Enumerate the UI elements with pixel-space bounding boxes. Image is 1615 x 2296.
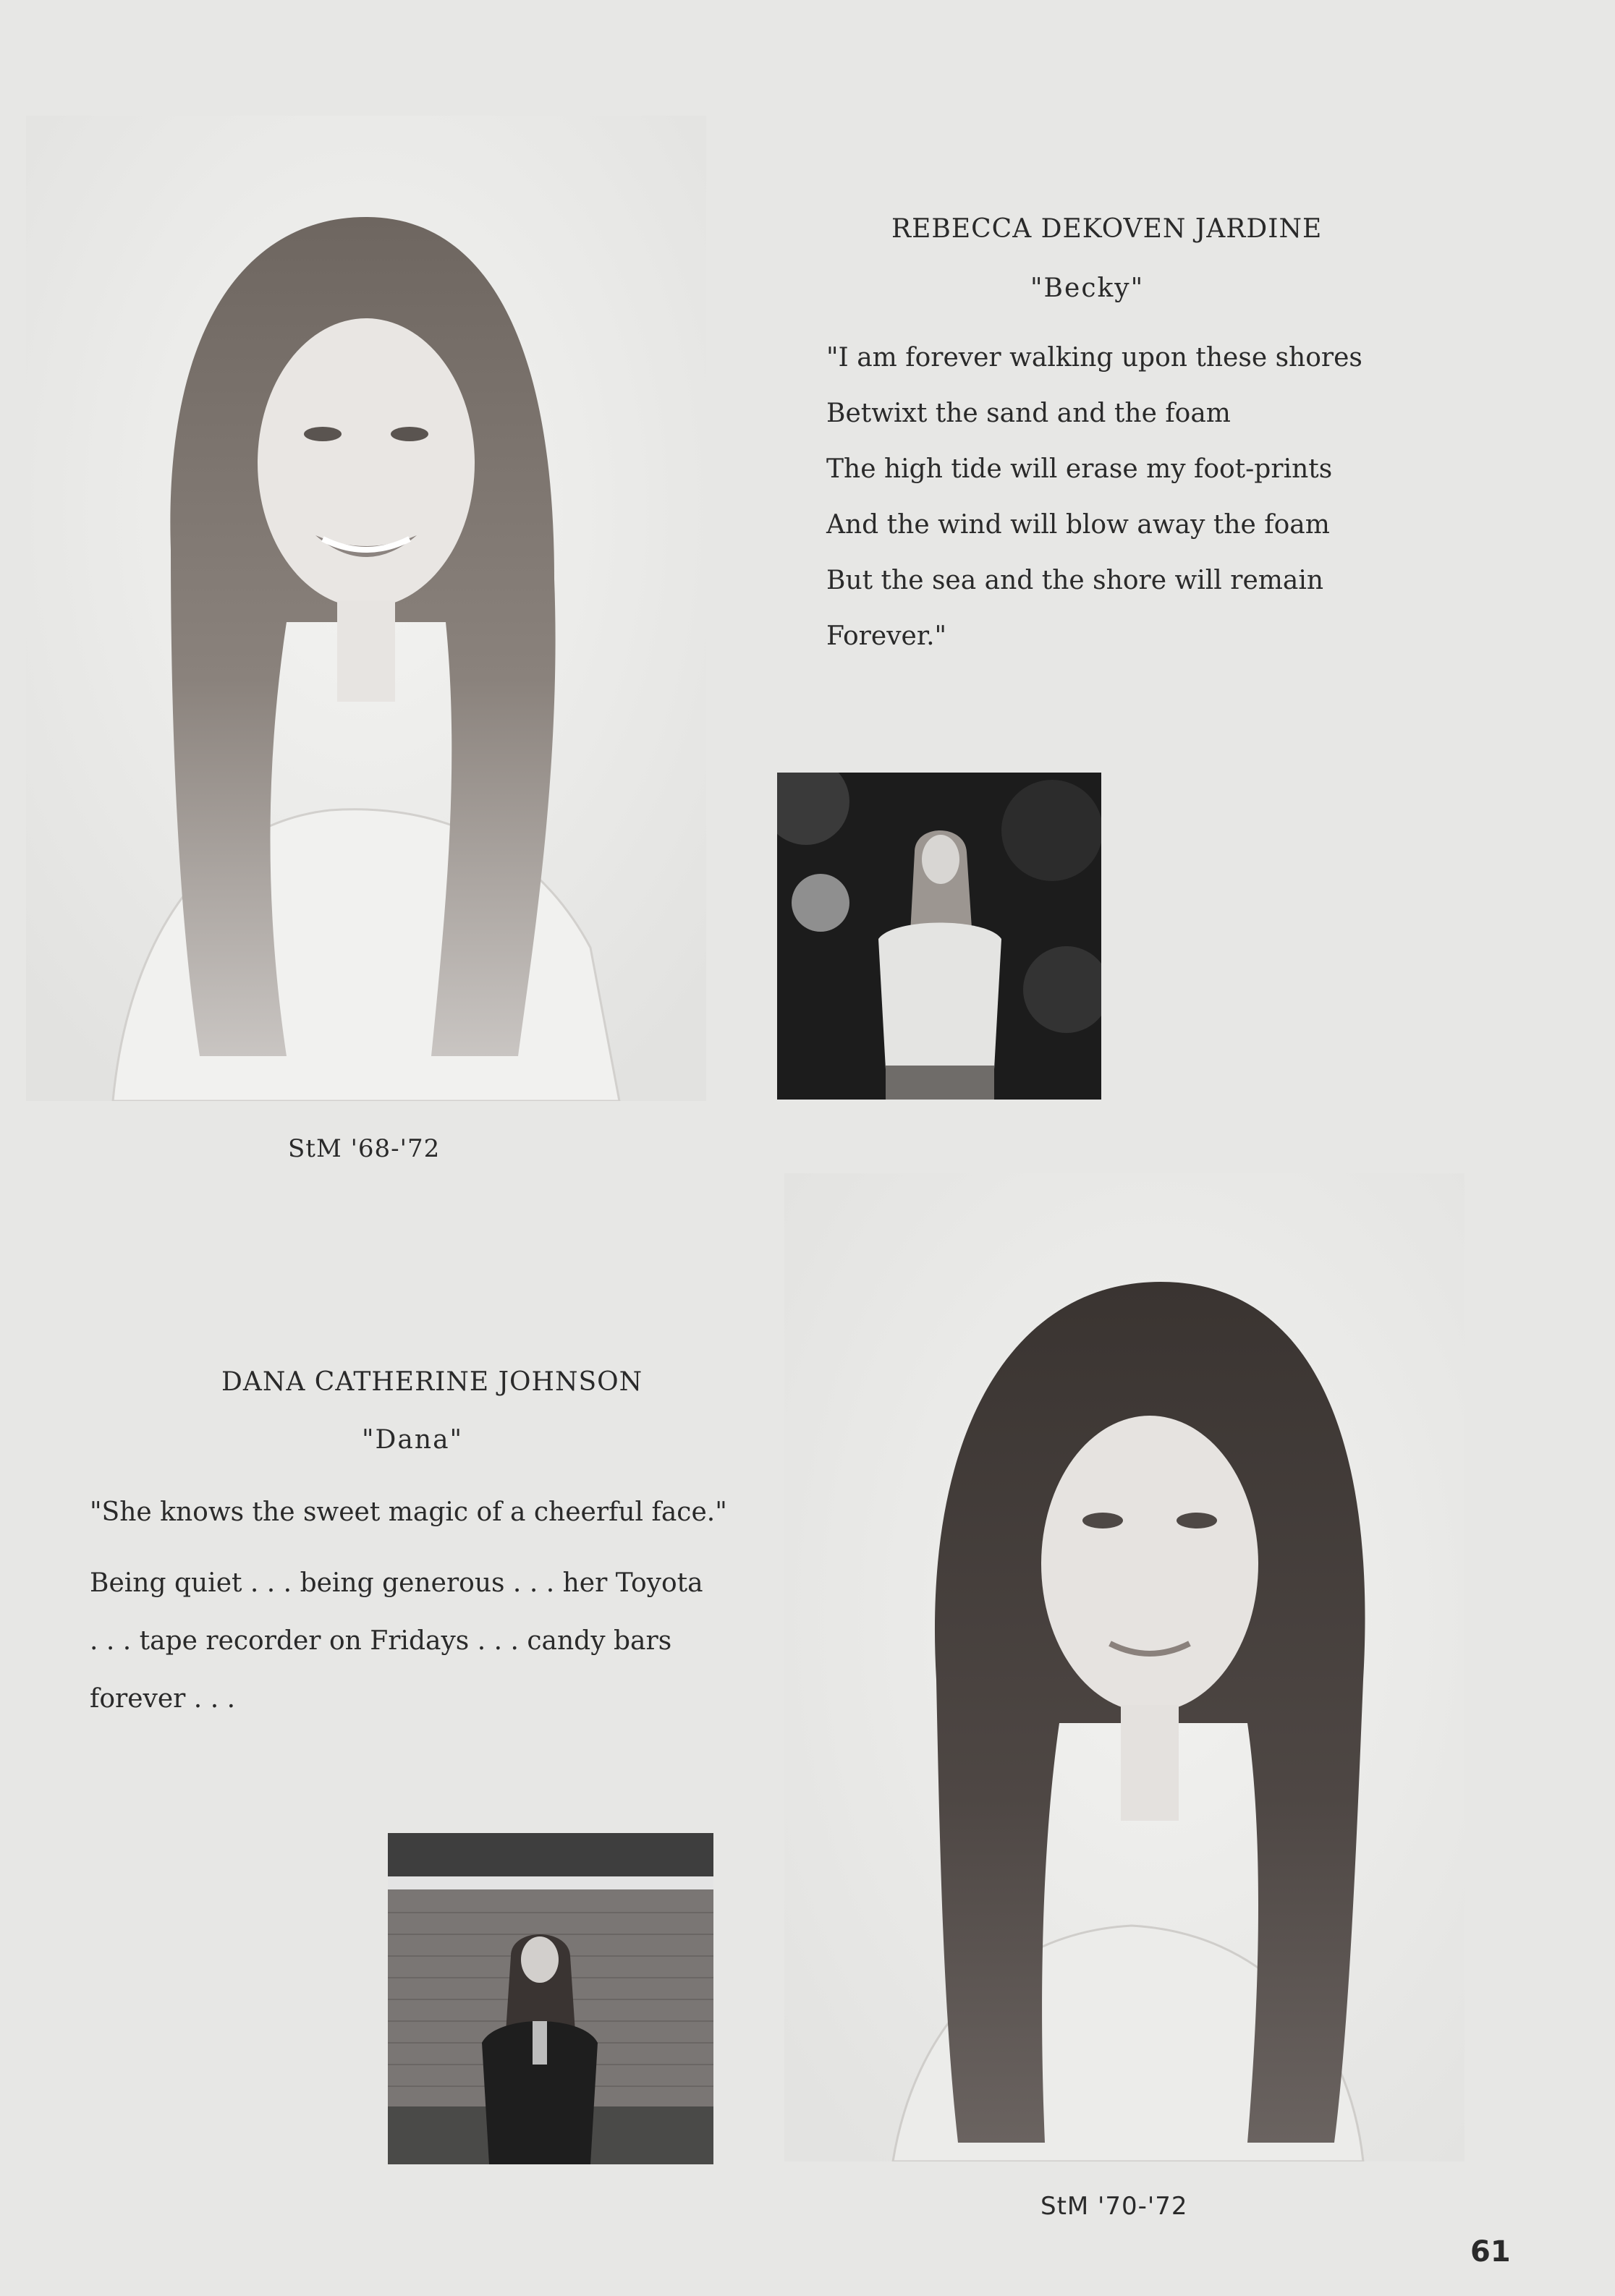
bio-line: Being quiet . . . being generous . . . her Toyota [90, 1568, 703, 1598]
student2-nickname: "Dana" [362, 1425, 464, 1455]
bio-line: . . . tape recorder on Fridays . . . candy bars [90, 1626, 672, 1656]
snapshot-rebecca [777, 773, 1101, 1100]
portrait-dana-image [784, 1173, 1464, 2161]
student2-years: StM '70-'72 [1040, 2192, 1188, 2221]
portrait-dana [784, 1173, 1464, 2161]
student1-quote [826, 343, 1362, 677]
portrait-rebecca [26, 116, 706, 1101]
student2-name: DANA CATHERINE JOHNSON [221, 1367, 643, 1397]
quote-line: And the wind will blow away the foam [826, 510, 1330, 540]
portrait-rebecca-image [26, 116, 706, 1101]
quote-line: Betwixt the sand and the foam [826, 399, 1231, 428]
quote-line: But the sea and the shore will remain [826, 566, 1324, 595]
snapshot-dana [388, 1833, 713, 2164]
snapshot-dana-image [388, 1833, 713, 2164]
student2-quote: "She knows the sweet magic of a cheerful face." [90, 1497, 727, 1527]
page-number: 61 [1470, 2235, 1511, 2269]
quote-line: The high tide will erase my foot-prints [826, 454, 1333, 484]
student1-years: StM '68-'72 [288, 1134, 441, 1163]
student1-nickname: "Becky" [1030, 273, 1145, 303]
quote-line: Forever." [826, 621, 947, 651]
bio-line: forever . . . [90, 1684, 236, 1714]
student1-name: REBECCA DEKOVEN JARDINE [891, 214, 1323, 244]
snapshot-rebecca-image [777, 773, 1101, 1100]
student2-bio [90, 1568, 703, 1742]
quote-line: "I am forever walking upon these shores [826, 343, 1362, 373]
